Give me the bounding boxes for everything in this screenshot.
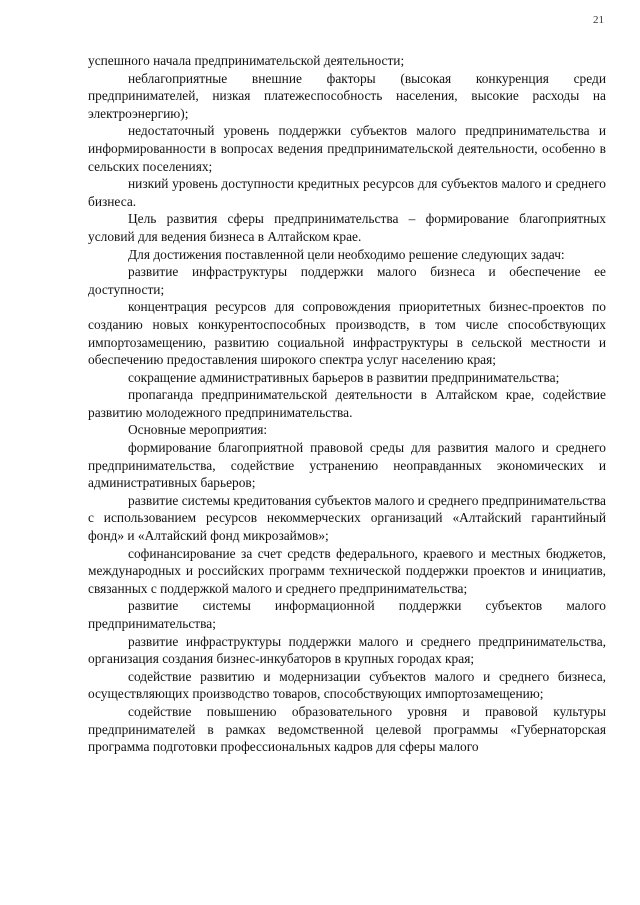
paragraph: содействие развитию и модернизации субъектов малого и среднего бизнеса, осуществляющих производство товаров, способствующих импортозамещению;	[88, 668, 606, 702]
paragraph: развитие инфраструктуры поддержки малого бизнеса и обеспечение ее доступности;	[88, 264, 606, 297]
paragraph: сокращение административных барьеров в развитии предпринимательства;	[128, 369, 560, 385]
paragraph: развитие системы кредитования субъектов малого и среднего предпринимательства с использованием ресурсов некоммерческих организаций «Алтайский гарантийный фонд» и «Алтайский фонд микрозаймов»;	[88, 492, 606, 544]
paragraph: развитие системы информационной поддержки субъектов малого предпринимательства;	[88, 598, 606, 631]
paragraph: низкий уровень доступности кредитных ресурсов для субъектов малого и среднего бизнеса.	[88, 176, 606, 209]
paragraph: развитие инфраструктуры поддержки малого и среднего предпринимательства, организация создания бизнес-инкубаторов в крупных городах края;	[88, 633, 606, 667]
paragraph: успешного начала предпринимательской деятельности;	[88, 53, 405, 68]
paragraph: Для достижения поставленной цели необходимо решение следующих задач:	[128, 246, 565, 262]
paragraph: Цель развития сферы предпринимательства – формирование благоприятных условий для ведения бизнеса в Алтайском крае.	[88, 211, 606, 244]
document-body	[88, 52, 606, 756]
paragraph: концентрация ресурсов для сопровождения приоритетных бизнес-проектов по созданию новых конкурентоспособных производств, в том числе способствующих импортозамещению, развитию социальной инфраструктуры в сельской местности и обеспечению предоставления широкого спектра услуг населению края;	[88, 299, 606, 368]
paragraph: пропаганда предпринимательской деятельности в Алтайском крае, содействие развитию молодежного предпринимательства.	[88, 387, 606, 420]
paragraph: недостаточный уровень поддержки субъектов малого предпринимательства и информированности в вопросах ведения предпринимательской деятельности, особенно в сельских поселениях;	[88, 123, 606, 174]
paragraph: формирование благоприятной правовой среды для развития малого и среднего предпринимательства, содействие устранению неоправданных экономических и административных барьеров;	[88, 440, 606, 491]
paragraph: неблагоприятные внешние факторы (высокая конкуренция среди предпринимателей, низкая платежеспособность населения, высокие расходы на электроэнергию);	[88, 70, 606, 121]
page-number: 21	[593, 14, 604, 26]
paragraph: Основные мероприятия:	[128, 422, 268, 438]
paragraph: софинансирование за счет средств федерального, краевого и местных бюджетов, международных и российских программ технической поддержки проектов и инициатив, связанных с поддержкой малого и среднего предпринимательства;	[88, 545, 606, 596]
paragraph: содействие повышению образовательного уровня и правовой культуры предпринимателей в рамках ведомственной целевой программы «Губернаторская программа подготовки профессиональных кадров для сферы малого	[88, 703, 606, 755]
